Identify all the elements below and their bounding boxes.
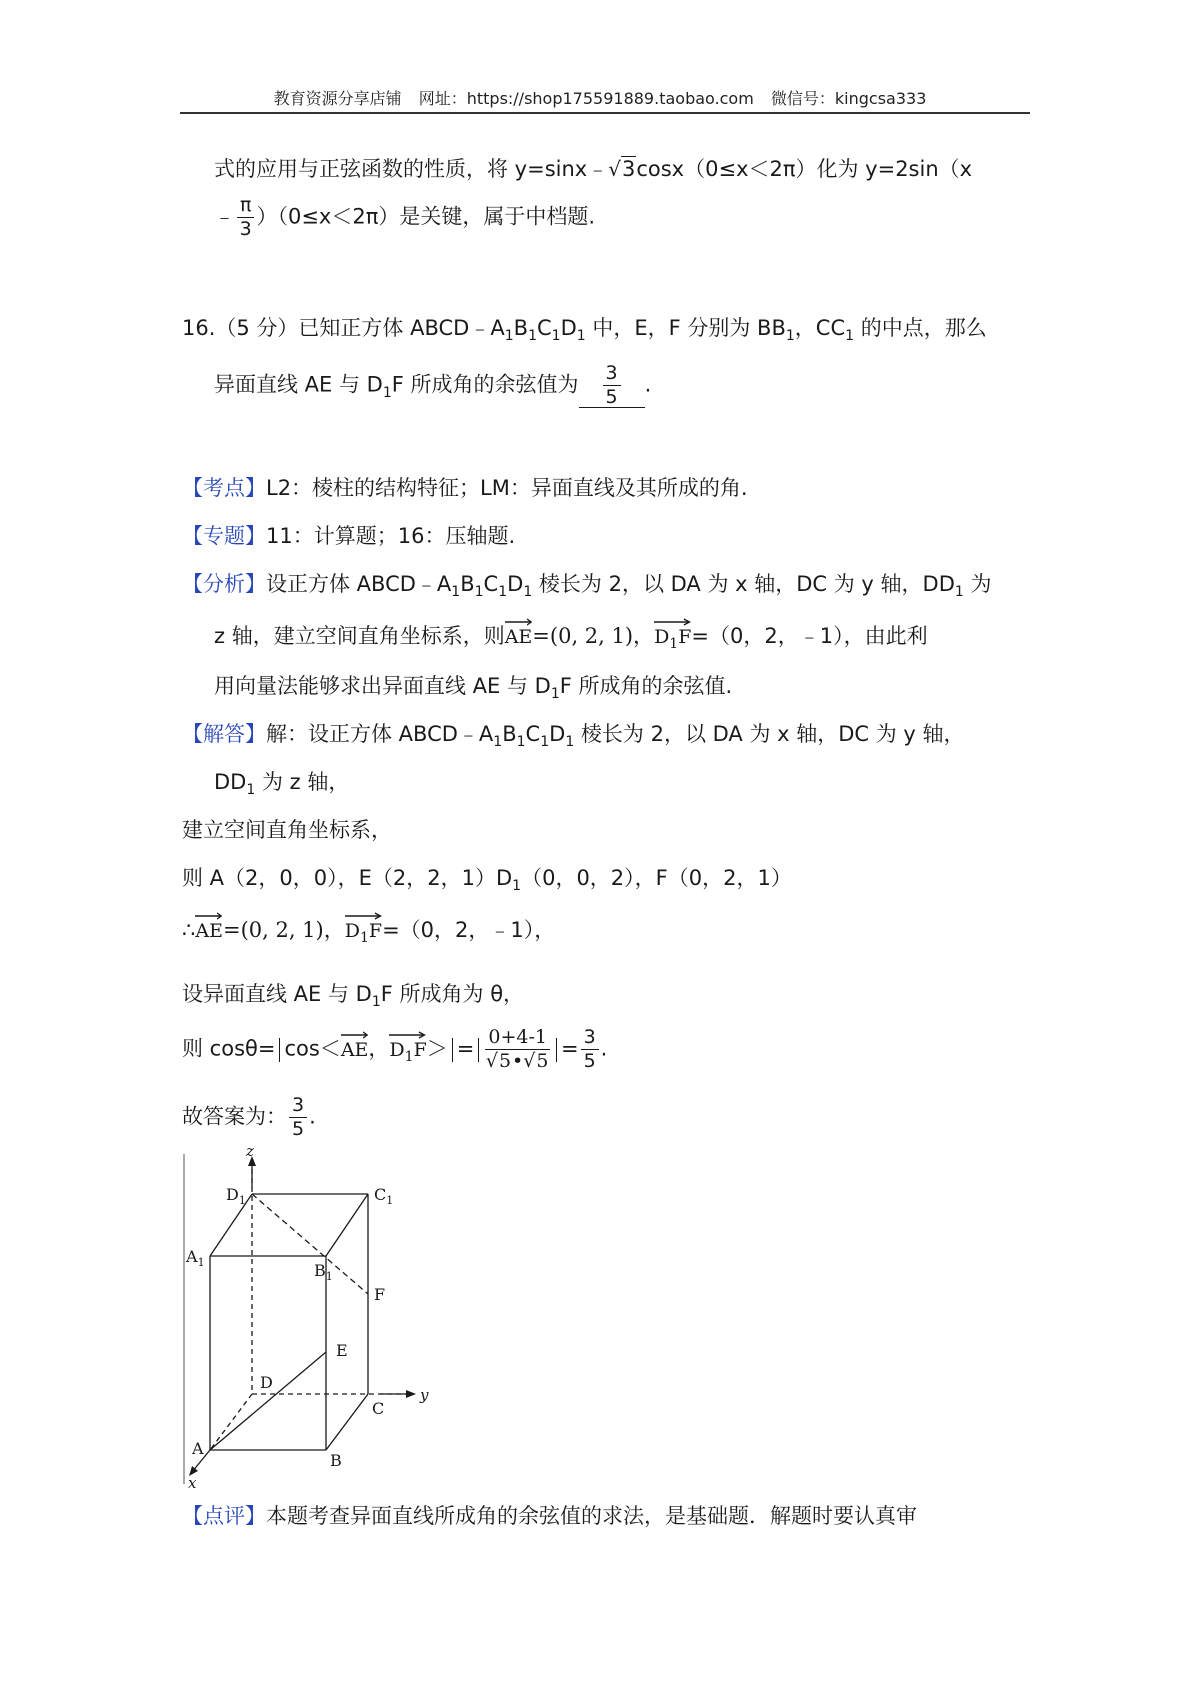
label-a1: $A_1$ <box>186 1247 205 1269</box>
q16-line-1: 16.（5 分）已知正方体 $ABCD﹣A_1B_1C_1D_1$ 中，E，F 分别为 $BB_1$，$CC_1$ 的中点，那么 <box>182 316 987 344</box>
answer-blank: $\frac{3}{5}$ <box>579 364 645 408</box>
jieda-line-2: $DD_1$ 为 z 轴， <box>214 770 350 798</box>
label-z: z <box>246 1148 254 1160</box>
vector-ae: AE <box>341 1031 369 1062</box>
segment-a-e <box>210 1352 326 1450</box>
edge-c1-b1 <box>326 1194 368 1256</box>
cube-diagram <box>180 1148 430 1488</box>
label-d1: $D_1$ <box>226 1185 246 1207</box>
label-c1: $C_1$ <box>374 1185 394 1207</box>
shop-url: 网址：https://shop175591889.taobao.com <box>418 89 754 108</box>
edge-b-c <box>326 1394 368 1450</box>
fenxi-tag: 【分析】 <box>182 572 266 596</box>
prev-line-1: 式的应用与正弦函数的性质，将 y=sinx﹣√3cosx（0≤x＜2π）化为 y=2sin（x <box>214 157 973 181</box>
jieda-line-4: 则 A（2，0，0），E（2，2，$1)D_1(0$，0，2），F（0，2，1） <box>182 866 792 894</box>
label-c: C <box>372 1399 385 1418</box>
dianping-line: 【点评】本题考查异面直线所成角的余弦值的求法，是基础题．解题时要认真审 <box>182 1504 917 1528</box>
jieda-tag: 【解答】 <box>182 722 266 746</box>
fenxi-line-2: z 轴，建立空间直角坐标系，则 AE=(0, 2, 1)， $D_1F=(0$，2，﹣1），由此利 <box>214 618 928 649</box>
jieda-line-6: 设异面直线 AE 与 $D_1F$ 所成角为 θ， <box>182 982 525 1010</box>
pi-over-3: $\frac{\pi}{3}$ <box>237 196 254 239</box>
shop-name: 教育资源分享店铺 <box>273 89 402 108</box>
wechat-id: 微信号：kingcsa333 <box>770 89 927 108</box>
kaodian-line: 【考点】L2：棱柱的结构特征；LM：异面直线及其所成的角. <box>182 476 748 500</box>
fenxi-line-3: 用向量法能够求出异面直线 AE 与 $D_1F$ 所成角的余弦值. <box>214 674 733 702</box>
vector-d1f: $D_1F$ <box>654 618 691 649</box>
label-b1: $B_1$ <box>314 1261 333 1283</box>
label-x: x <box>188 1474 197 1488</box>
page-header <box>0 86 1200 109</box>
cos-fraction: $\frac{0+4-1}{√5•√5}$ <box>485 1026 549 1072</box>
header-rule <box>180 112 1030 114</box>
vector-ae: AE <box>505 618 533 649</box>
segment-d1-f <box>252 1194 368 1294</box>
vector-d1f: $D_1F$ <box>389 1031 426 1062</box>
zhuanti-tag: 【专题】 <box>182 524 266 548</box>
label-d: D <box>260 1373 273 1392</box>
jieda-line-8: 故答案为： $\frac{3}{5}$ . <box>182 1094 316 1140</box>
answer-fraction: $\frac{3}{5}$ <box>289 1096 307 1139</box>
kaodian-tag: 【考点】 <box>182 476 266 500</box>
jieda-line-7: 则 cosθ= cos＜ AE， $D_1F>$ = $\frac{0+4-1}{√5•√5}$ = $\frac{3}{5}$ . <box>182 1026 608 1072</box>
label-e: E <box>336 1341 348 1360</box>
zhuanti-line: 【专题】11：计算题；16：压轴题. <box>182 524 516 548</box>
prev-line-2: ﹣ $\frac{\pi}{3}$ ）（0≤x＜2π）是关键，属于中档题. <box>214 194 596 240</box>
label-y: y <box>420 1386 429 1404</box>
jieda-line-3: 建立空间直角坐标系， <box>182 818 392 842</box>
vector-d1f: $D_1F$ <box>345 912 382 943</box>
label-b: B <box>330 1451 342 1470</box>
y-arrow-icon <box>406 1390 416 1398</box>
dianping-tag: 【点评】 <box>182 1504 266 1528</box>
q16-line-2: 异面直线 AE 与 $D_1F$ 所成角的余弦值为 $\frac{3}{5}$ . <box>214 362 652 408</box>
vector-ae: AE <box>195 912 223 943</box>
jieda-line-5: ∴ AE=(0, 2, 1)， $D_1F=(0$，2，﹣1）， <box>182 912 555 943</box>
jieda-line-1: 【解答】解：设正方体 $ABCD﹣A_1B_1C_1D_1$ 棱长为 2，以 DA 为 x 轴，DC 为 y 轴， <box>182 722 965 750</box>
edge-d-a <box>210 1394 252 1450</box>
result-fraction: $\frac{3}{5}$ <box>581 1028 599 1071</box>
fenxi-line-1: 【分析】设正方体 $ABCD﹣A_1B_1C_1D_1$ 棱长为 2，以 DA 为 x 轴，DC 为 y 轴，$DD_1$ 为 <box>182 572 992 600</box>
label-a: A <box>192 1439 204 1458</box>
sqrt-3: √3 <box>608 157 636 181</box>
label-f: F <box>374 1285 386 1304</box>
